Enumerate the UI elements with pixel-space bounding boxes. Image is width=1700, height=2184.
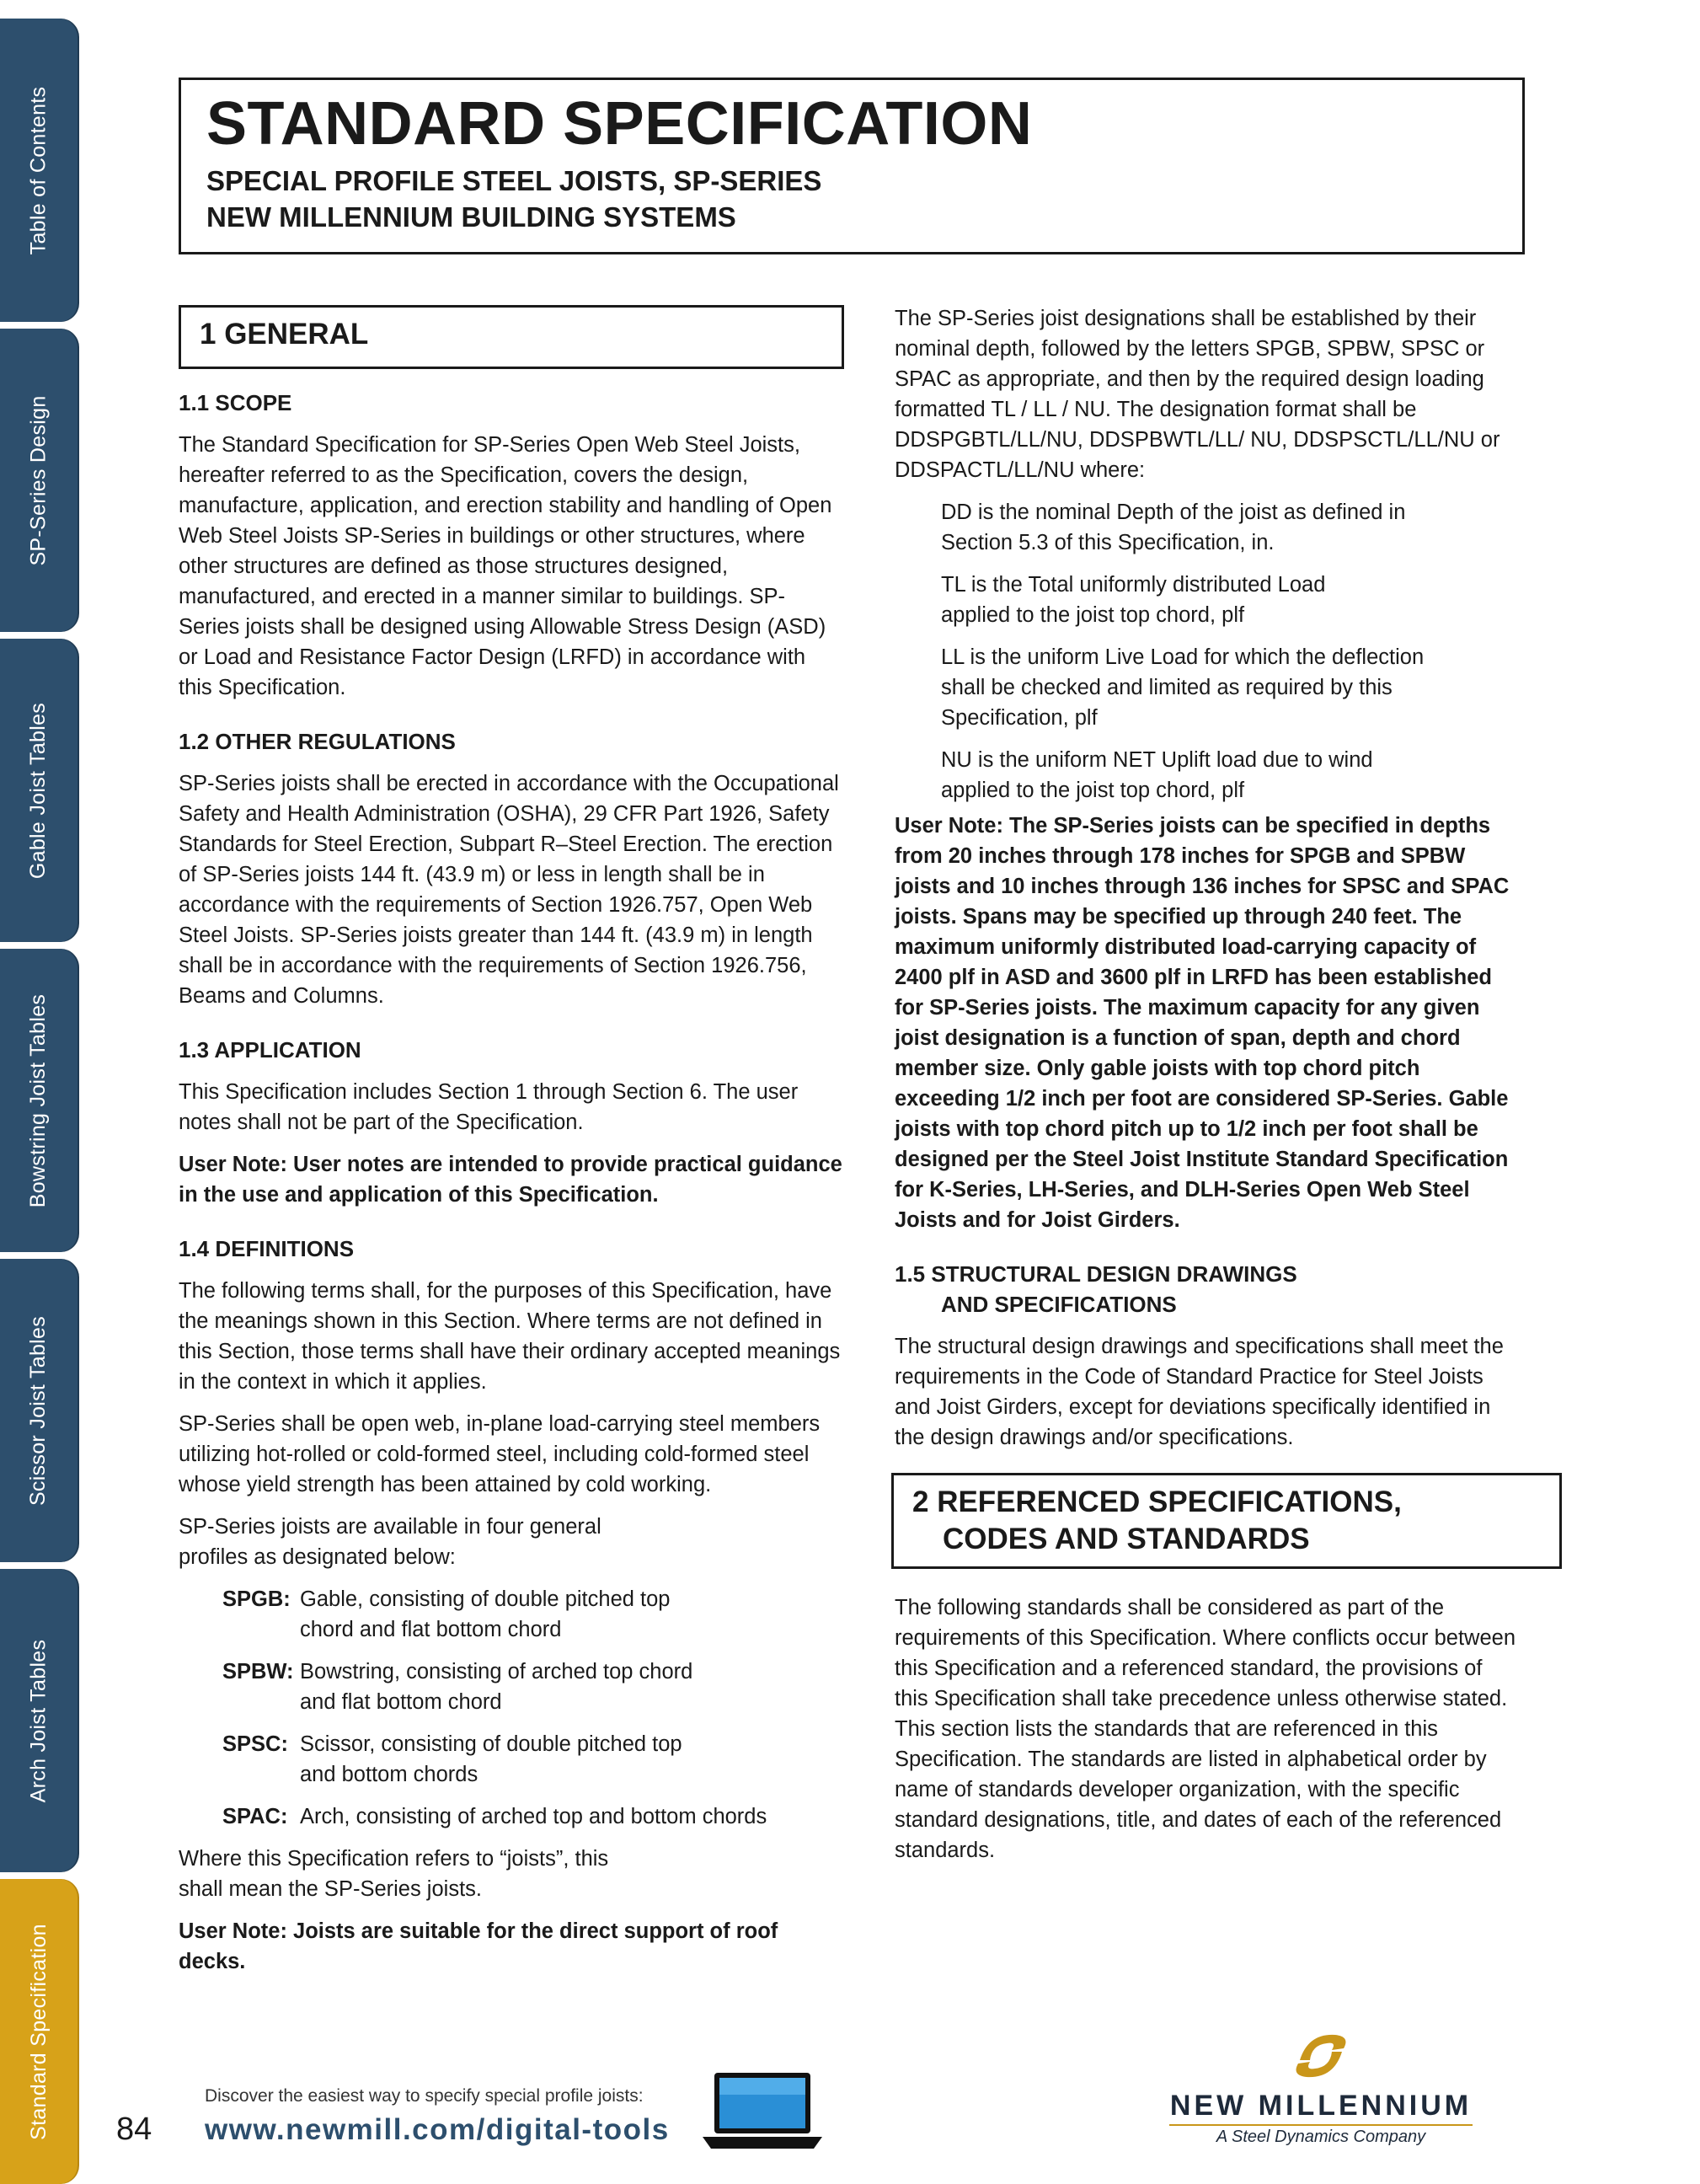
tab-arch-joist-tables[interactable] (0, 1569, 78, 1872)
def-tl: TL is the Total uniformly distributed Load applied to the joist top chord, plf (941, 573, 1326, 627)
tab-gable-joist-tables[interactable] (0, 639, 78, 942)
laptop-icon (699, 2071, 826, 2155)
profile-term: SPBW: (222, 1660, 294, 1684)
def-nu: NU is the uniform NET Uplift load due to wind applied to the joist top chord, plf (941, 748, 1373, 802)
definitions-user-note: User Note: Joists are suitable for the direct support of roof decks. (179, 1919, 778, 1973)
regulations-heading: 1.2 OTHER REGULATIONS (179, 729, 456, 754)
referenced-text: The following standards shall be considered as part of the requirements of this Specification. Where conflicts occur between this Specification and a referenced standard, the provisions of this Specification shall take precedence unless otherwise stated. This section lists the standards that are referenced in this Specification. The standards are listed in alphabetical order by name of standards developer organization, with the specific standard designations, title, and dates of each of the referenced standards. (895, 1595, 1516, 1862)
company-logo (1144, 2026, 1498, 2147)
def-ll: LL is the uniform Live Load for which the deflection shall be checked and limited as required by this Specification, plf (941, 645, 1425, 730)
designation-text: The SP-Series joist designations shall be established by their nominal depth, followed by the letters SPGB, SPBW, SPSC or SPAC as appropriate, and then by the required design loading formatted TL / LL / NU. The designation format shall be DDSPGBTL/LL/NU, DDSPBWTL/LL/ NU, DDSPSCTL/LL/NU or DDSPACTL/LL/NU where: (895, 307, 1500, 482)
definitions-text-4: Where this Specification refers to “joists”, this shall mean the SP-Series joists. (179, 1847, 609, 1901)
profile-spac (222, 1801, 844, 1832)
definitions-text-2: SP-Series shall be open web, in-plane load-carrying steel members utilizing hot-rolled or cold-formed steel, including cold-formed steel whose yield strength has been attained by cold working. (179, 1412, 821, 1496)
right-column (895, 303, 1518, 1877)
profile-desc: Arch, consisting of arched top and bottom chords (300, 1805, 767, 1828)
application-text: This Specification includes Section 1 through Section 6. The user notes shall not be part of the Specification. (179, 1080, 799, 1134)
profile-desc: Bowstring, consisting of arched top chord and flat bottom chord (300, 1660, 693, 1714)
tab-label: SP-Series Design (26, 394, 51, 566)
tab-standard-specification[interactable] (0, 1879, 78, 2184)
definitions-text-3: SP-Series joists are available in four general profiles as designated below: (179, 1515, 601, 1569)
section-heading-referenced (891, 1473, 1562, 1569)
page-number: 84 (116, 2112, 152, 2147)
tab-scissor-joist-tables[interactable] (0, 1259, 78, 1562)
logo-divider (1169, 2124, 1473, 2126)
logo-name: NEW MILLENNIUM (1169, 2090, 1473, 2122)
tab-label: Gable Joist Tables (26, 702, 51, 879)
logo-mark-icon (1283, 2026, 1359, 2085)
application-heading: 1.3 APPLICATION (179, 1037, 361, 1063)
footer-note: Discover the easiest way to specify special profile joists: (205, 2086, 644, 2106)
profile-desc: Gable, consisting of double pitched top chord and flat bottom chord (300, 1587, 671, 1641)
drawings-heading-2: AND SPECIFICATIONS (941, 1292, 1177, 1317)
logo-tagline: A Steel Dynamics Company (1216, 2128, 1426, 2146)
profile-term: SPSC: (222, 1732, 288, 1756)
def-dd: DD is the nominal Depth of the joist as defined in Section 5.3 of this Specification, in. (941, 500, 1406, 554)
application-user-note: User Note: User notes are intended to provide practical guidance in the use and application of this Specification. (179, 1153, 842, 1207)
footer-link[interactable]: www.newmill.com/digital-tools (205, 2113, 670, 2146)
tab-table-of-contents[interactable] (0, 19, 78, 322)
page-subtitle-2: NEW MILLENNIUM BUILDING SYSTEMS (206, 201, 736, 233)
drawings-heading: 1.5 STRUCTURAL DESIGN DRAWINGS (895, 1261, 1297, 1287)
referenced-heading-line-1: 2 REFERENCED SPECIFICATIONS, (912, 1485, 1402, 1518)
designation-user-note: User Note: The SP-Series joists can be specified in depths from 20 inches through 178 inches for SPGB and SPBW joists and 10 inches through 136 inches for SPSC and SPAC joists. Spans may be specified up through 240 feet. The maximum uniformly distributed load-carrying capacity of 2400 plf in ASD and 3600 plf in LRFD has been established for SP-Series joists. The maximum capacity for any given joist designation is a function of span, depth and chord member size. Only gable joists with top chord pitch exceeding 1/2 inch per foot are considered SP-Series. Gable joists with top chord pitch up to 1/2 inch per foot shall be designed per the Steel Joist Institute Standard Specification for K-Series, LH-Series, and DLH-Series Open Web Steel Joists and for Joist Girders. (895, 814, 1510, 1232)
referenced-heading-line-2: CODES AND STANDARDS (943, 1522, 1310, 1555)
profile-desc: Scissor, consisting of double pitched top and bottom chords (300, 1732, 682, 1786)
profile-term: SPAC: (222, 1805, 288, 1828)
profile-spbw (222, 1657, 844, 1717)
tab-sp-series-design[interactable] (0, 329, 78, 632)
tab-label: Arch Joist Tables (26, 1639, 51, 1802)
page-title: STANDARD SPECIFICATION (206, 90, 1033, 158)
scope-text: The Standard Specification for SP-Series Open Web Steel Joists, hereafter referred to as the Specification, covers the design, manufacture, application, and erection stability and handling of Open Web Steel Joists SP-Series in buildings or other structures, where other structures are defined as those structures designed, manufactured, and erected in a manner similar to buildings. SP-Series joists shall be designed using Allowable Stress Design (ASD) or Load and Resistance Factor Design (LRFD) in accordance with this Specification. (179, 433, 832, 699)
tab-label: Standard Specification (26, 1923, 51, 2140)
scope-heading: 1.1 SCOPE (179, 390, 292, 415)
tab-label: Bowstring Joist Tables (26, 993, 51, 1207)
tab-label: Scissor Joist Tables (26, 1315, 51, 1506)
section-heading-general: 1 GENERAL (179, 305, 844, 369)
profile-spgb (222, 1584, 844, 1645)
profile-spsc (222, 1729, 844, 1790)
definitions-text-1: The following terms shall, for the purposes of this Specification, have the meanings shown in this Section. Where terms are not defined in this Section, those terms shall have their ordinary accepted meanings in the context in which it applies. (179, 1279, 841, 1394)
definitions-heading: 1.4 DEFINITIONS (179, 1236, 355, 1261)
tab-label: Table of Contents (26, 86, 51, 254)
tab-bowstring-joist-tables[interactable] (0, 949, 78, 1252)
profile-term: SPGB: (222, 1587, 291, 1611)
drawings-text: The structural design drawings and specifications shall meet the requirements in the Code of Standard Practice for Steel Joists and Joist Girders, except for deviations specifically identified in the design drawings and/or specifications. (895, 1335, 1504, 1449)
page-subtitle-1: SPECIAL PROFILE STEEL JOISTS, SP-SERIES (206, 164, 822, 196)
page-header (179, 78, 1525, 254)
left-column (179, 305, 844, 1989)
regulations-text: SP-Series joists shall be erected in accordance with the Occupational Safety and Health Administration (OSHA), 29 CFR Part 1926, Safety Standards for Steel Erection, Subpart R–Steel Erection. The erection of SP-Series joists 144 ft. (43.9 m) or less in length shall be in accordance with the requirements of Section 1926.757, Open Web Steel Joists. SP-Series joists greater than 144 ft. (43.9 m) in length shall be in accordance with the requirements of Section 1926.756, Beams and Columns. (179, 772, 839, 1008)
